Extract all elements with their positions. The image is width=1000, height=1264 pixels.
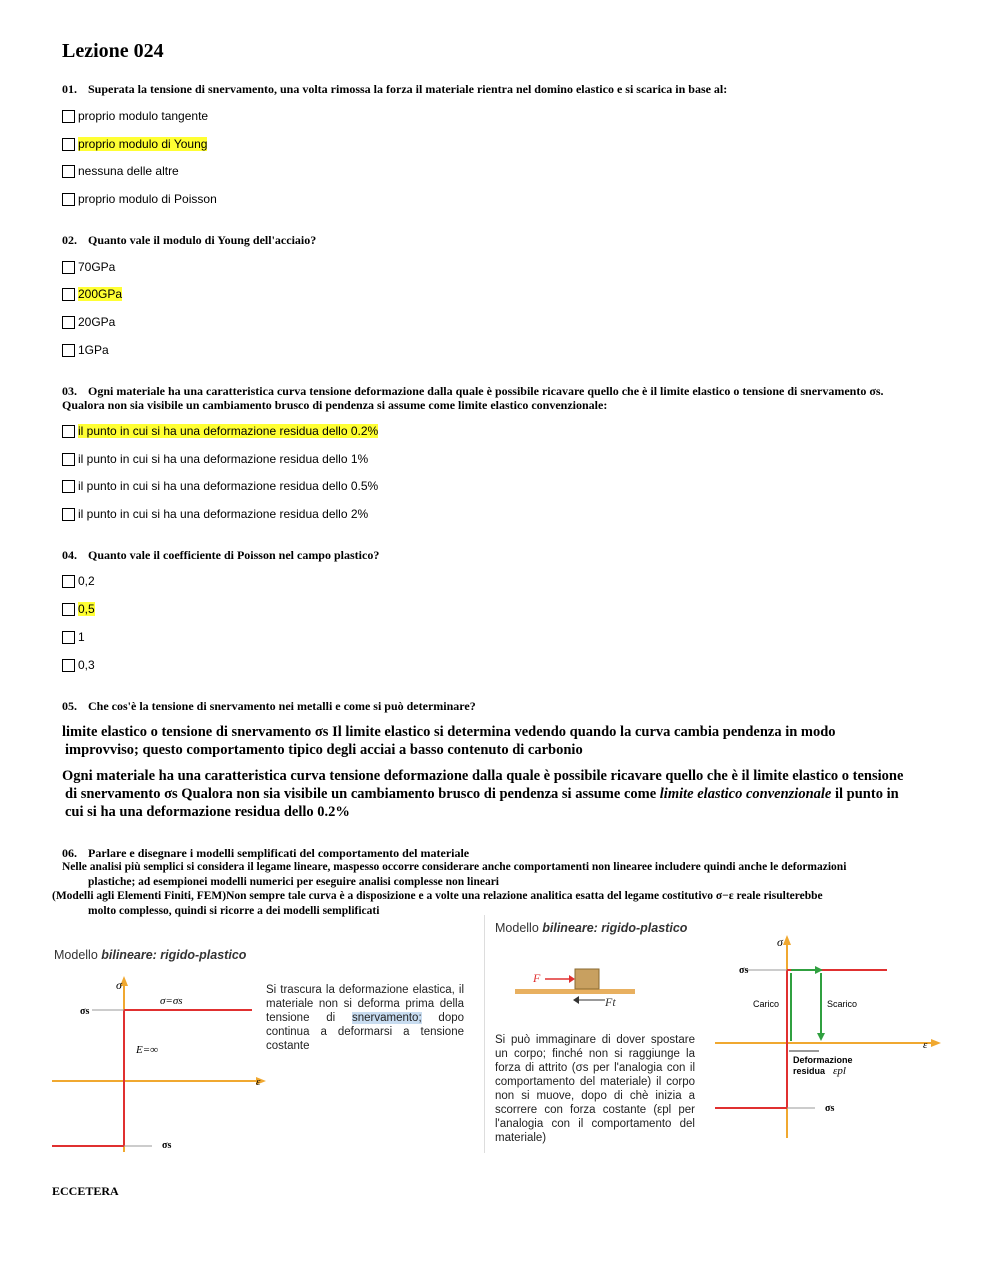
answer-05-block-1 — [62, 723, 947, 759]
scarico-label: Scarico — [827, 999, 858, 1009]
option-label: 1GPa — [78, 343, 109, 357]
checkbox[interactable] — [62, 659, 75, 672]
answer-line: Ogni materiale ha una caratteristica curva tensione deformazione dalla quale è possibile ricavare quello che è il limite elastico o tensione — [62, 768, 904, 784]
option-label: 0,2 — [78, 574, 95, 588]
checkbox[interactable] — [62, 138, 75, 151]
question-02 — [62, 233, 942, 247]
question-01 — [62, 82, 942, 96]
figure-caption: Modello bilineare: rigido-plastico — [54, 948, 247, 962]
checkbox[interactable] — [62, 425, 75, 438]
q02-option-2[interactable] — [62, 286, 122, 302]
residua-label: residua — [793, 1066, 826, 1076]
q01-option-2[interactable] — [62, 136, 207, 152]
question-03 — [62, 384, 942, 412]
checkbox[interactable] — [62, 316, 75, 329]
q04-option-2[interactable] — [62, 601, 95, 617]
question-06 — [62, 846, 942, 860]
option-label: 0,3 — [78, 658, 95, 672]
answer-line: improvviso; questo comportamento tipico degli acciai a basso contenuto di carbonio — [65, 742, 583, 758]
answer-line: Nelle analisi più semplici si considera il legame lineare, maspesso occorre considerare anche comportamenti non linearee includere quindi anche le deformazioni — [62, 861, 847, 873]
figure-paragraph: Si trascura la deformazione elastica, il materiale non si deforma prima della tensione di snervamento; dopo continua a deformarsi a tensione costante — [266, 984, 465, 1052]
answer-line: molto complesso, quindi si ricorre a dei modelli semplificati — [88, 905, 380, 917]
option-label-correct: il punto in cui si ha una deformazione residua dello 0.2% — [78, 424, 379, 438]
deformazione-label: Deformazione — [793, 1055, 853, 1065]
checkbox[interactable] — [62, 480, 75, 493]
answer-05-block-2 — [62, 767, 947, 821]
option-label: il punto in cui si ha una deformazione residua dello 2% — [78, 507, 369, 521]
sigma-s-label-bottom: σs — [162, 1140, 172, 1151]
question-text: Quanto vale il modulo di Young dell'acciaio? — [88, 233, 317, 247]
sigma-eq-label: σ=σs — [160, 995, 183, 1007]
sigma-s-label: σs — [739, 965, 749, 976]
sigma-label: σ — [116, 978, 122, 992]
option-label-correct: 200GPa — [78, 287, 123, 301]
checkbox[interactable] — [62, 453, 75, 466]
answer-line: di snervamento σs Qualora non sia visibile un cambiamento brusco di pendenza si assume come limite elastico convenzionale il punto in — [65, 786, 899, 802]
q03-option-1[interactable] — [62, 423, 378, 439]
checkbox[interactable] — [62, 508, 75, 521]
question-text: Parlare e disegnare i modelli semplificati del comportamento del materiale — [88, 846, 470, 860]
question-number: 04. — [62, 548, 77, 562]
figure-rigid-plastic-right — [484, 915, 945, 1153]
force-label: F — [533, 971, 541, 985]
answer-line: cui si ha una deformazione residua dello 0.2% — [65, 804, 350, 820]
option-label: 20GPa — [78, 315, 116, 329]
option-label: 1 — [78, 630, 85, 644]
checkbox[interactable] — [62, 288, 75, 301]
checkbox[interactable] — [62, 110, 75, 123]
ground — [515, 989, 635, 994]
question-04 — [62, 548, 942, 562]
eps-pl-label: εpl — [833, 1065, 846, 1077]
friction-label: Ft — [605, 995, 616, 1009]
question-text: Superata la tensione di snervamento, una volta rimossa la forza il materiale rientra nel domino elastico e si scarica in base al: — [88, 82, 728, 96]
q01-option-3[interactable] — [62, 163, 179, 179]
q04-option-1[interactable] — [62, 573, 95, 589]
sigma-s-label-bottom: σs — [825, 1103, 835, 1114]
answer-line: limite elastico o tensione di snervamento σs Il limite elastico si determina vedendo quando la curva cambia pendenza in modo — [62, 724, 836, 740]
figure-rigid-plastic-left — [52, 940, 478, 1152]
option-label: il punto in cui si ha una deformazione residua dello 0.5% — [78, 479, 379, 493]
checkbox[interactable] — [62, 575, 75, 588]
question-number: 01. — [62, 82, 77, 96]
checkbox[interactable] — [62, 193, 75, 206]
checkbox[interactable] — [62, 261, 75, 274]
q03-option-2[interactable] — [62, 451, 368, 467]
figure-paragraph: Si può immaginare di dover spostare un corpo; finché non si raggiunge la forza di attrito (σs per l'analogia con il comportamento del materiale) il corpo non si muove, dopo di chè inizia a scorrere con forza costante (εpl per l'analogia con il comportamento del materiale) — [495, 1034, 695, 1144]
q02-option-4[interactable] — [62, 342, 109, 358]
option-label-correct: proprio modulo di Young — [78, 137, 208, 151]
checkbox[interactable] — [62, 344, 75, 357]
question-number: 02. — [62, 233, 77, 247]
answer-line: (Modelli agli Elementi Finiti, FEM)Non sempre tale curva è a disposizione e a volte una relazione analitica esatta del legame costitutivo σ−ε reale risulterebbe — [52, 890, 823, 902]
checkbox[interactable] — [62, 165, 75, 178]
carico-label: Carico — [753, 999, 780, 1009]
answer-line: plastiche; ad esempionei modelli numerici per eseguire analisi complesse non lineari — [88, 876, 500, 888]
page-title: Lezione 024 — [62, 40, 164, 62]
option-label: nessuna delle altre — [78, 164, 179, 178]
q01-option-1[interactable] — [62, 108, 208, 124]
q03-option-3[interactable] — [62, 478, 378, 494]
figure-caption: Modello bilineare: rigido-plastico — [495, 921, 688, 935]
q03-option-4[interactable] — [62, 506, 368, 522]
question-number: 03. — [62, 384, 77, 398]
option-label: proprio modulo tangente — [78, 109, 209, 123]
sigma-label: σ — [777, 935, 783, 949]
q04-option-4[interactable] — [62, 657, 95, 673]
question-number: 05. — [62, 699, 77, 713]
e-infinite-label: E=∞ — [136, 1044, 158, 1056]
q01-option-4[interactable] — [62, 191, 217, 207]
q02-option-1[interactable] — [62, 259, 115, 275]
question-text-2: Qualora non sia visibile un cambiamento brusco di pendenza si assume come limite elastico convenzionale: — [62, 398, 608, 412]
footer-text: ECCETERA — [52, 1184, 119, 1198]
eps-label: ε — [923, 1039, 928, 1051]
option-label: 70GPa — [78, 260, 116, 274]
checkbox[interactable] — [62, 631, 75, 644]
eps-label: ε — [256, 1076, 261, 1088]
question-text: Che cos'è la tensione di snervamento nei metalli e come si può determinare? — [88, 699, 476, 713]
q02-option-3[interactable] — [62, 314, 115, 330]
question-text: Ogni materiale ha una caratteristica curva tensione deformazione dalla quale è possibile ricavare quello che è il limite elastico o tensione di snervamento σs. — [88, 384, 884, 398]
option-label-correct: 0,5 — [78, 602, 95, 616]
option-label: proprio modulo di Poisson — [78, 192, 217, 206]
q04-option-3[interactable] — [62, 629, 85, 645]
question-05 — [62, 699, 942, 713]
block — [575, 969, 599, 989]
option-label: il punto in cui si ha una deformazione residua dello 1% — [78, 452, 369, 466]
sigma-s-label: σs — [80, 1006, 90, 1017]
checkbox[interactable] — [62, 603, 75, 616]
question-text: Quanto vale il coefficiente di Poisson nel campo plastico? — [88, 548, 380, 562]
question-number: 06. — [62, 846, 77, 860]
